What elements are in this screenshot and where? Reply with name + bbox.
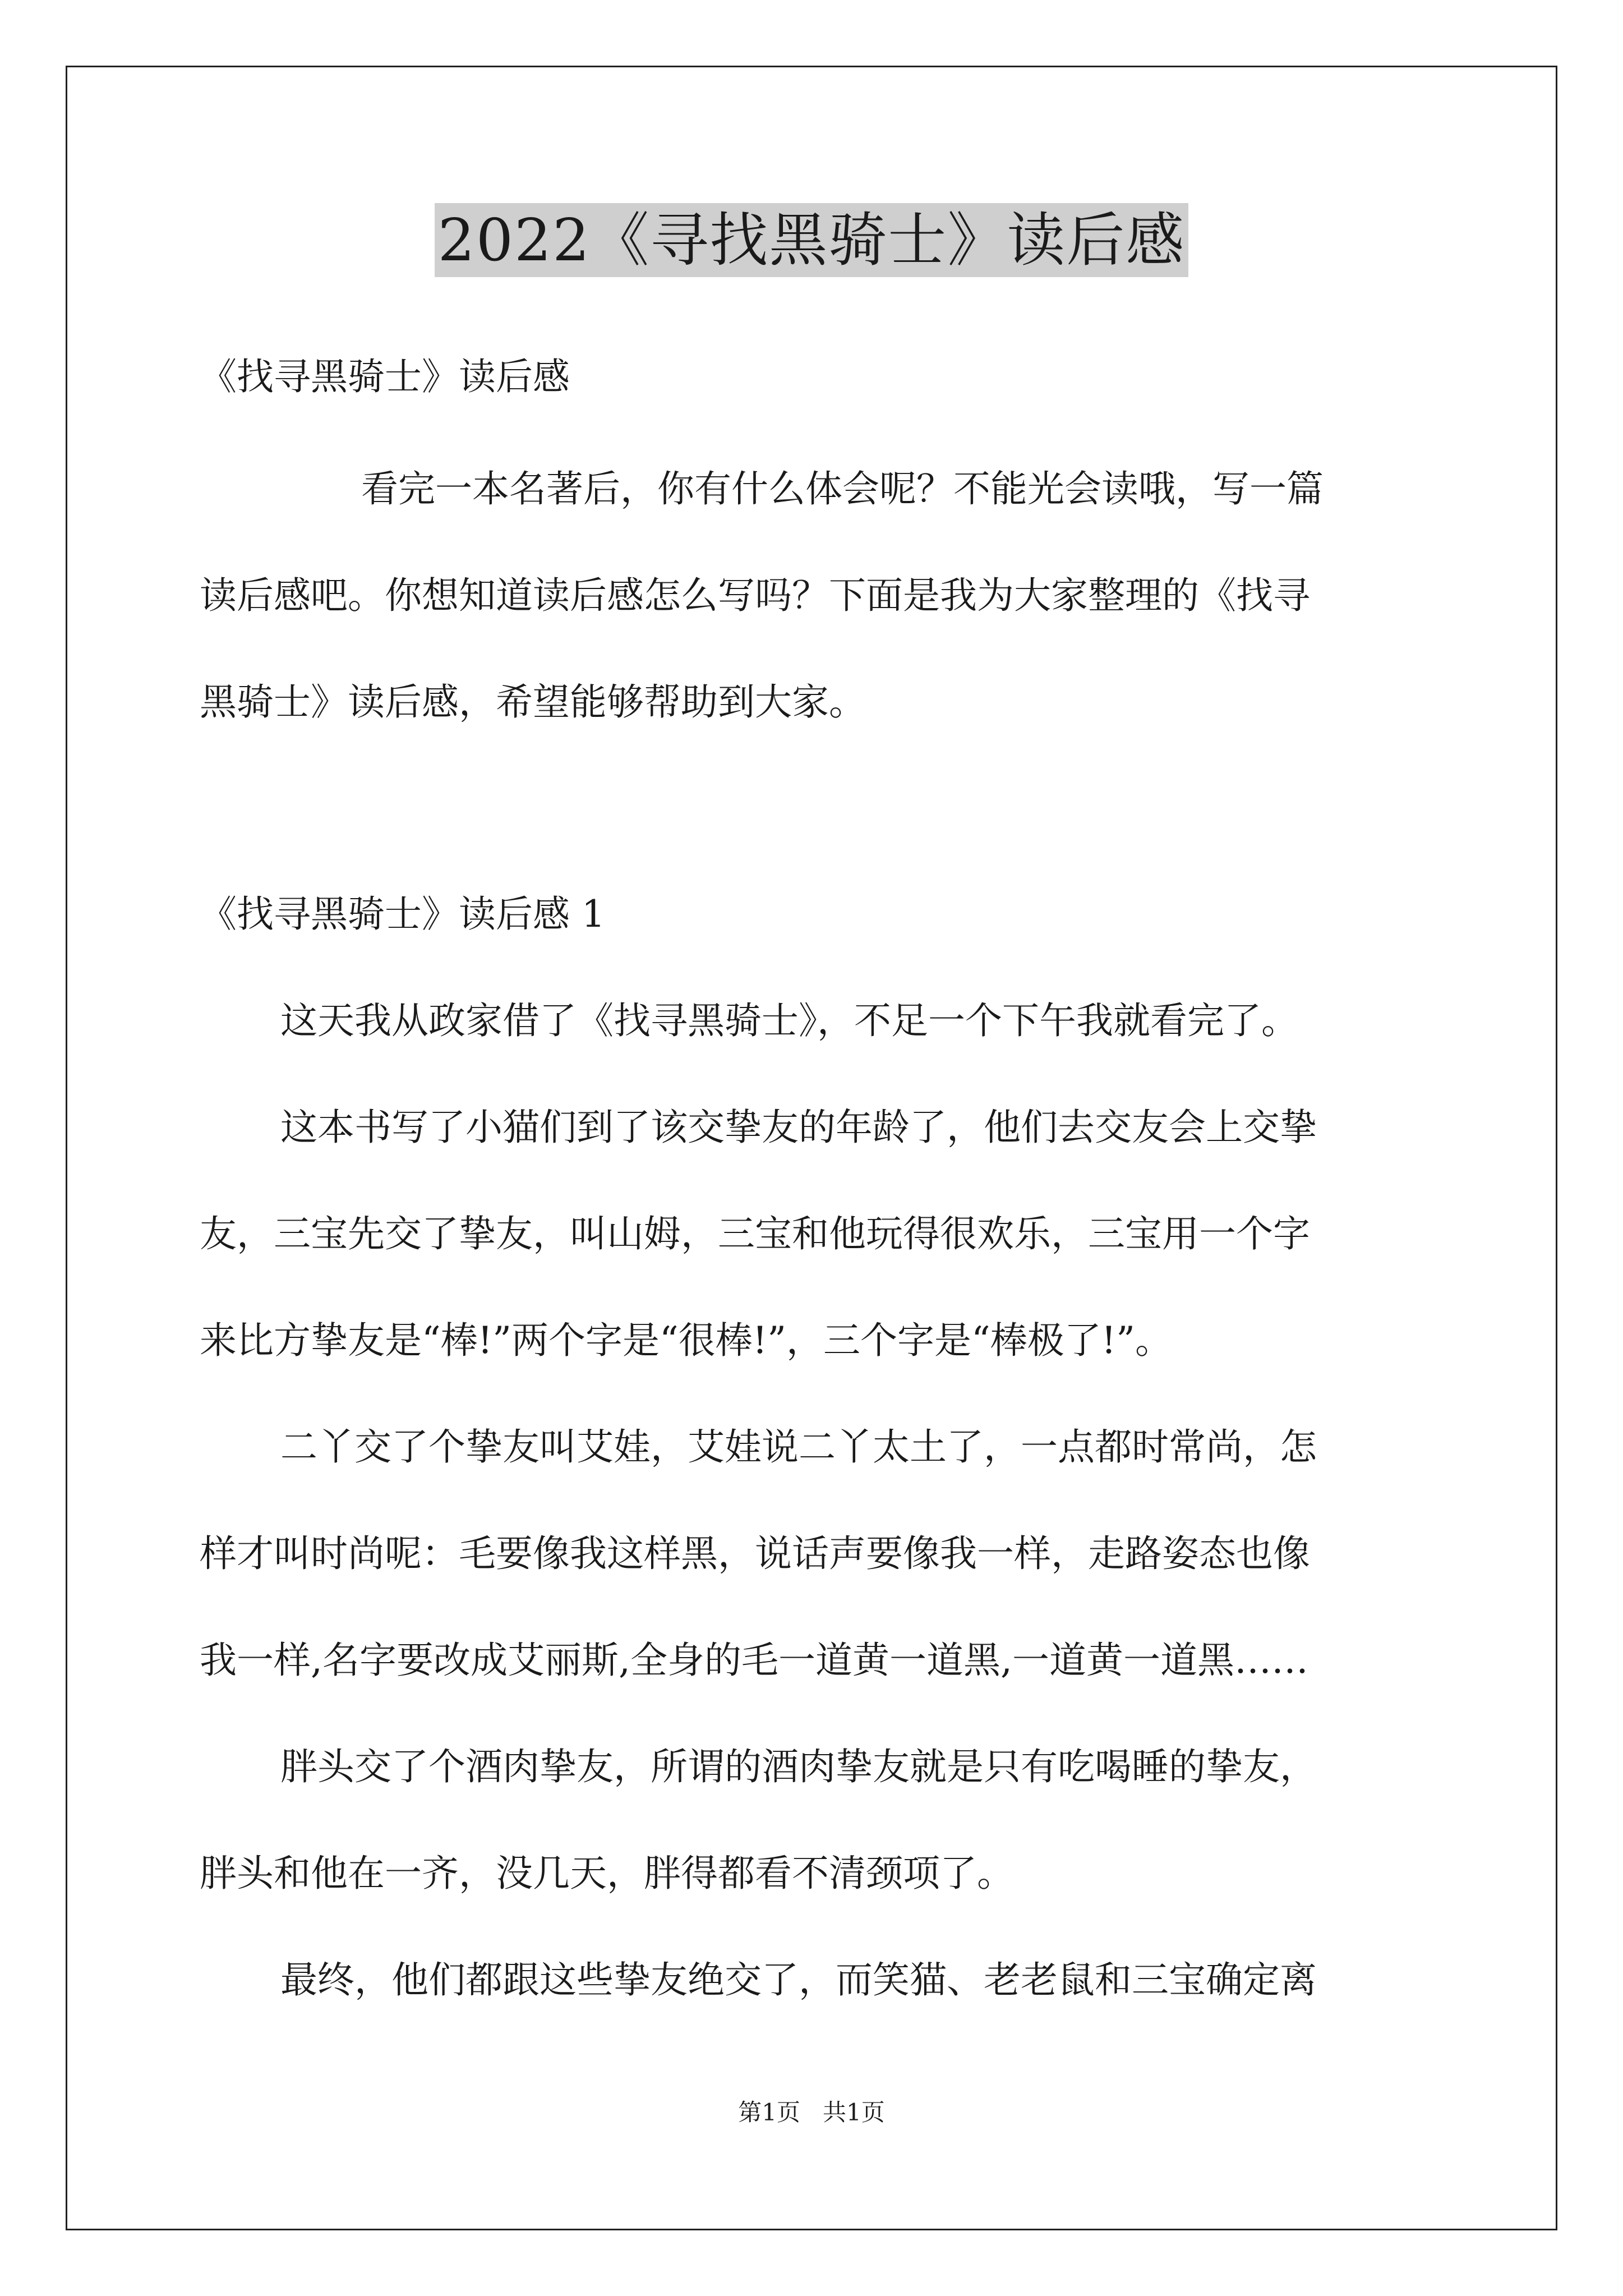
body-line-4: 来比方挚友是“棒!”两个字是“很棒!”，三个字是“棒极了!”。 [200, 1319, 1173, 1362]
body-line-10: 最终，他们都跟这些挚友绝交了，而笑猫、老老鼠和三宝确定离 [280, 1958, 1317, 2001]
document-title: 2022《寻找黑骑士》读后感 [435, 203, 1189, 277]
body-line-8: 胖头交了个酒肉挚友，所谓的酒肉挚友就是只有吃喝睡的挚友， [280, 1745, 1317, 1788]
body-line-1: 这天我从政家借了《找寻黑骑士》，不足一个下午我就看完了。 [280, 999, 1298, 1042]
intro-line-2: 读后感吧。你想知道读后感怎么写吗？下面是我为大家整理的《找寻 [200, 574, 1310, 617]
intro-line-1: 看完一本名著后，你有什么体会呢？不能光会读哦，写一篇 [361, 467, 1324, 510]
page-footer: 第1页 共1页 [738, 2099, 885, 2126]
body-line-5: 二丫交了个挚友叫艾娃，艾娃说二丫太土了，一点都时常尚，怎 [280, 1425, 1317, 1469]
body-line-9: 胖头和他在一齐，没几天，胖得都看不清颈项了。 [200, 1852, 1014, 1895]
body-line-7: 我一样,名字要改成艾丽斯,全身的毛一道黄一道黑,一道黄一道黑…… [200, 1639, 1308, 1682]
body-line-3: 友，三宝先交了挚友，叫山姆，三宝和他玩得很欢乐，三宝用一个字 [200, 1212, 1310, 1255]
document-title-wrap [0, 203, 1623, 277]
intro-line-3: 黑骑士》读后感，希望能够帮助到大家。 [200, 680, 866, 724]
section-heading: 《找寻黑骑士》读后感 1 [200, 892, 605, 936]
body-line-2: 这本书写了小猫们到了该交挚友的年龄了，他们去交友会上交挚 [280, 1106, 1317, 1149]
subtitle: 《找寻黑骑士》读后感 [200, 355, 570, 398]
body-line-6: 样才叫时尚呢：毛要像我这样黑，说话声要像我一样，走路姿态也像 [200, 1532, 1310, 1575]
